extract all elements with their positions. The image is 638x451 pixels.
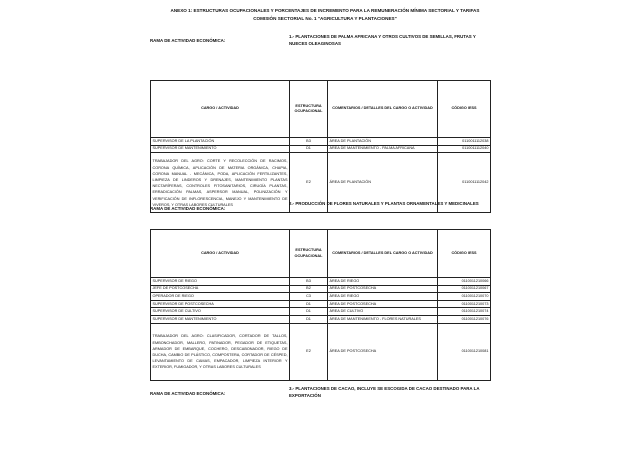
cell-detalle: ÁREA DE CULTIVO — [328, 308, 438, 316]
cell-estructura: B3 — [290, 138, 328, 146]
cell-cargo: SUPERVISOR DE RIEGO — [151, 278, 290, 286]
header-cargo: CARGO / ACTIVIDAD — [151, 81, 290, 138]
cell-codigo: 0110011210067 — [438, 285, 491, 293]
cell-detalle: ÁREA DE RIEGO — [328, 278, 438, 286]
cell-detalle: ÁREA DE POSTCOSECHA — [328, 285, 438, 293]
cell-cargo: SUPERVISOR DE MANTENIMIENTO — [151, 315, 290, 323]
cell-estructura: E2 — [290, 323, 328, 380]
table-row — [151, 308, 491, 316]
table-header-row — [151, 230, 491, 278]
title-line-2: COMISIÓN SECTORIAL No. 1 "AGRICULTURA Y PLANTACIONES" — [253, 16, 397, 21]
cell-estructura: B2 — [290, 285, 328, 293]
header-estructura: ESTRUCTURA OCUPACIONAL — [290, 81, 328, 138]
cell-cargo: SUPERVISOR DE CULTIVO — [151, 308, 290, 316]
cell-cargo: TRABAJADOR DEL AGRO: CORTE Y RECOLECCIÓN DE RACIMOS, CORONA QUÍMICA, APLICACIÓN DE MATERIA ORGÁNICA, CHAPIA, CORONA MANUAL - MECÁNICA, PODA, APLICACIÓN FERTILIZANTES, LIMPIEZA DE LINDEROS Y DRENAJES, MANTENIMIENTO PLANTAS NECTARÍFERAS, CONTROLES FITOSANITARIOS, CIRUGÍA PLANTAS, ERRADICACIÓN PALMAS, ASPERSOR MANUAL, POLINIZACIÓN Y VERIFICACIÓN DE INFLORESCENCIA, MANEJO Y MANTENIMIENTO DE VIVEROS, Y OTRAS LABORES CULTURALES — [151, 153, 290, 213]
header-codigo: CÓDIGO IESS — [438, 81, 491, 138]
header-comentarios: COMENTARIOS / DETALLES DEL CARGO O ACTIVIDAD — [328, 81, 438, 138]
table-row — [151, 145, 491, 153]
cell-estructura: E2 — [290, 153, 328, 213]
document-title — [160, 7, 490, 23]
cell-cargo: SUPERVISOR DE POSTCOSECHA — [151, 300, 290, 308]
cell-estructura: B3 — [290, 278, 328, 286]
rama-value: 3.- PLANTACIONES DE CACAO, INCLUYE SE ESCOGIDA DE CACAO DESTINADO PARA LA EXPORTACIÓN — [289, 386, 480, 398]
cell-cargo: SUPERVISOR DE MANTENIMIENTO — [151, 145, 290, 153]
rama-value: 2.- PRODUCCIÓN DE FLORES NATURALES Y PLANTAS ORNAMENTALES Y MEDICINALES — [289, 201, 479, 206]
cell-detalle: ÁREA DE MANTENIMIENTO - FLORES NATURALES — [328, 315, 438, 323]
cell-detalle: ÁREA DE POSTCOSECHA — [328, 300, 438, 308]
cell-codigo: 0110011112042 — [438, 153, 491, 213]
title-line-1: ANEXO 1: ESTRUCTURAS OCUPACIONALES Y PORCENTAJES DE INCREMENTO PARA LA REMUNERACIÓN MÍNIMA SECTORIAL Y TARIFAS — [170, 8, 480, 13]
cell-codigo: 0110011210073 — [438, 300, 491, 308]
cell-detalle: ÁREA DE RIEGO — [328, 293, 438, 301]
table-row — [151, 285, 491, 293]
cell-codigo: 0110011210070 — [438, 293, 491, 301]
header-comentarios: COMENTARIOS / DETALLES DEL CARGO O ACTIVIDAD — [328, 230, 438, 278]
cell-estructura: D1 — [290, 300, 328, 308]
cell-estructura: D1 — [290, 145, 328, 153]
cell-cargo: OPERADOR DE RIEGO — [151, 293, 290, 301]
rama-value: 1.- PLANTACIONES DE PALMA AFRICANA Y OTROS CULTIVOS DE SEMILLAS, FRUTAS Y NUECES OLEAGINOSAS — [289, 34, 476, 46]
table-row — [151, 300, 491, 308]
table-row — [151, 323, 491, 380]
cell-codigo: 0110011210066 — [438, 278, 491, 286]
header-estructura: ESTRUCTURA OCUPACIONAL — [290, 230, 328, 278]
table-row — [151, 293, 491, 301]
rama-label: RAMA DE ACTIVIDAD ECONÓMICA: — [150, 206, 226, 211]
cell-codigo: 0110011112038 — [438, 138, 491, 146]
table-row — [151, 315, 491, 323]
cell-estructura: C3 — [290, 293, 328, 301]
cell-detalle: ÁREA DE PLANTACIÓN — [328, 138, 438, 146]
cell-cargo: JEFE DE POSTCOSECHA — [151, 285, 290, 293]
cell-codigo: 0110011210074 — [438, 308, 491, 316]
cell-codigo: 0110011210076 — [438, 315, 491, 323]
cell-detalle: ÁREA DE POSTCOSECHA — [328, 323, 438, 380]
table-row — [151, 278, 491, 286]
table-row — [151, 138, 491, 146]
table-section-2 — [150, 229, 491, 381]
header-cargo: CARGO / ACTIVIDAD — [151, 230, 290, 278]
cell-detalle: ÁREA DE MANTENIMIENTO - PALMA AFRICANA — [328, 145, 438, 153]
cell-cargo: SUPERVISOR DE LA PLANTACIÓN — [151, 138, 290, 146]
rama-label: RAMA DE ACTIVIDAD ECONÓMICA: — [150, 38, 226, 43]
cell-codigo: 0110011112040 — [438, 145, 491, 153]
cell-estructura: D1 — [290, 315, 328, 323]
table-header-row — [151, 81, 491, 138]
cell-estructura: D1 — [290, 308, 328, 316]
header-codigo: CÓDIGO IESS — [438, 230, 491, 278]
cell-detalle: ÁREA DE PLANTACIÓN — [328, 153, 438, 213]
cell-cargo: TRABAJADOR DEL AGRO: CLASIFICADOR, CORTADOR DE TALLOS, EMBONCHADOR, MALLERO, PATINADOR, PEGADOR DE ETIQUETAS, ARMADOR DE EMBARQUE, COCHERO, DESCABONADOR, RIEGO DE DUCHA, CAMBIO DE PLÁSTICO, COMPOSTERA, CORTADOR DE CÉSPED, LEVANTAMIENTO DE CAMAS, EMPACADOR, LIMPIEZA INTERIOR Y EXTERIOR, FUMIGADOR, Y OTRAS LABORES CULTURALES — [151, 323, 290, 380]
cell-codigo: 0110011210081 — [438, 323, 491, 380]
rama-label: RAMA DE ACTIVIDAD ECONÓMICA: — [150, 391, 226, 396]
table-section-1 — [150, 80, 491, 213]
